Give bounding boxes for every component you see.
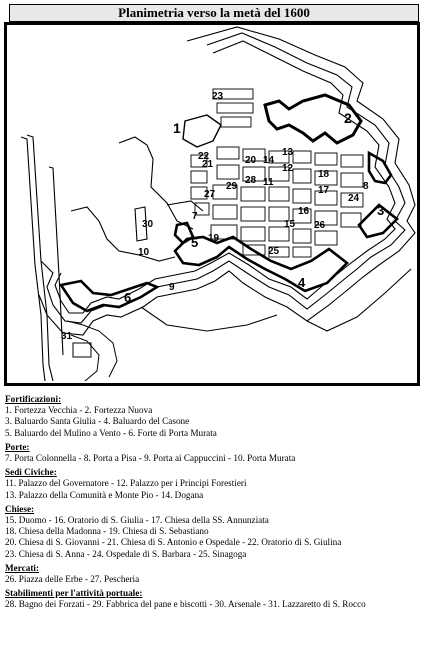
map-label-7: 7 <box>192 211 198 222</box>
map-label-20: 20 <box>245 155 257 166</box>
legend-line: 20. Chiesa di S. Giovanni - 21. Chiesa di S. Antonio e Ospedale - 22. Oratorio di S. Giulina <box>5 537 342 548</box>
legend-line: 7. Porta Colonnella - 8. Porta a Pisa - 9. Porta ai Cappuccini - 10. Porta Murata <box>5 453 296 464</box>
map-label-12: 12 <box>282 163 294 174</box>
legend-line: 26. Piazza delle Erbe - 27. Pescheria <box>5 574 140 585</box>
legend-line: 3. Baluardo Santa Giulia - 4. Baluardo del Casone <box>5 416 190 427</box>
map-label-21: 21 <box>202 159 214 170</box>
legend-stabilimenti: Stabilimenti per l'attività portuale: 28. Bagno dei Forzati - 29. Fabbrica del pane e biscotti - 30. Arsenale - 31. Lazzaretto di S. Rocco <box>5 588 421 610</box>
legend-chiese: Chiese: 15. Duomo - 16. Oratorio di S. Giulia - 17. Chiesa della SS. Annunziata 18. Chiesa della Madonna - 19. Chiesa di S. Sebastiano 20. Chiesa di S. Giovanni - 21. Chiesa di S. Antonio e Ospedale - 22. Oratorio di S. Giulina 23. Chiesa di S. Anna - 24. Ospedale di S. Barbara - 25. Sinagoga <box>5 504 421 560</box>
map-number-labels <box>61 91 384 342</box>
legend-section-title: Stabilimenti per l'attività portuale <box>5 588 140 599</box>
map-label-10: 10 <box>138 247 150 258</box>
map-label-9: 9 <box>169 282 175 293</box>
fortezza-vecchia <box>183 115 221 147</box>
map-label-5: 5 <box>191 235 199 250</box>
map-label-26: 26 <box>314 220 326 231</box>
map-label-16: 16 <box>298 206 310 217</box>
legend-line: 1. Fortezza Vecchia - 2. Fortezza Nuova <box>5 405 153 416</box>
map-title: Planimetria verso la metà del 1600 <box>9 4 419 22</box>
legend-line: 23. Chiesa di S. Anna - 24. Ospedale di S. Barbara - 25. Sinagoga <box>5 548 247 559</box>
legend-line: 5. Baluardo del Mulino a Vento - 6. Forte di Porta Murata <box>5 427 217 438</box>
map-label-30: 30 <box>142 219 154 230</box>
legend-line: 13. Palazzo della Comunità e Monte Pio - 14. Dogana <box>5 489 204 500</box>
bastions <box>61 153 397 311</box>
map-label-31: 31 <box>61 331 73 342</box>
map-legend <box>5 394 421 611</box>
map-label-4: 4 <box>298 275 306 290</box>
legend-line: 15. Duomo - 16. Oratorio di S. Giulia - 17. Chiesa della SS. Annunziata <box>5 515 269 526</box>
legend-section-title: Mercati <box>5 562 36 573</box>
map-label-11: 11 <box>263 177 274 188</box>
harbour <box>21 135 203 381</box>
map-label-1: 1 <box>173 120 181 136</box>
lazzaretto-area <box>67 321 117 381</box>
map-label-3: 3 <box>377 203 385 218</box>
map-label-19: 19 <box>208 233 220 244</box>
legend-line: 18. Chiesa della Madonna - 19. Chiesa di S. Sebastiano <box>5 526 209 537</box>
legend-line: 28. Bagno dei Forzati - 29. Fabbrica del pane e biscotti - 30. Arsenale - 31. Lazzaretto di S. Rocco <box>5 599 366 610</box>
map-label-28: 28 <box>245 175 257 186</box>
legend-sedi-civiche: Sedi Civiche: 11. Palazzo del Governatore - 12. Palazzo per i Principi Forestieri 13. Palazzo della Comunità e Monte Pio - 14. Dogana <box>5 467 421 501</box>
legend-porte: Porte: 7. Porta Colonnella - 8. Porta a Pisa - 9. Porta ai Cappuccini - 10. Porta Murata <box>5 442 421 464</box>
map-label-8: 8 <box>363 181 369 192</box>
map-label-2: 2 <box>344 110 352 126</box>
legend-fortificazioni: Fortificazioni: 1. Fortezza Vecchia - 2. Fortezza Nuova 3. Baluardo Santa Giulia - 4. Baluardo del Casone 5. Baluardo del Mulino a Vento - 6. Forte di Porta Murata <box>5 394 421 439</box>
street-grid <box>191 89 363 257</box>
map-label-14: 14 <box>263 155 275 166</box>
map-label-23: 23 <box>212 91 224 102</box>
map-label-18: 18 <box>318 169 330 180</box>
legend-section-title: Fortificazioni <box>5 394 59 404</box>
legend-line: 11. Palazzo del Governatore - 12. Palazzo per i Principi Forestieri <box>5 478 247 489</box>
map-label-29: 29 <box>226 181 238 192</box>
map-frame <box>4 22 420 386</box>
map-label-13: 13 <box>282 147 294 158</box>
map-label-24: 24 <box>348 193 360 204</box>
legend-section-title: Sedi Civiche <box>5 467 54 478</box>
map-label-25: 25 <box>268 246 280 257</box>
city-plan-map <box>7 25 417 383</box>
legend-mercati: Mercati: 26. Piazza delle Erbe - 27. Pescheria <box>5 563 421 585</box>
map-label-27: 27 <box>204 189 216 200</box>
map-label-15: 15 <box>284 219 296 230</box>
legend-section-title: Porte <box>5 441 27 452</box>
legend-section-title: Chiese <box>5 503 32 514</box>
map-label-6: 6 <box>124 290 132 305</box>
map-label-17: 17 <box>318 185 330 196</box>
map-label-22: 22 <box>198 151 210 162</box>
